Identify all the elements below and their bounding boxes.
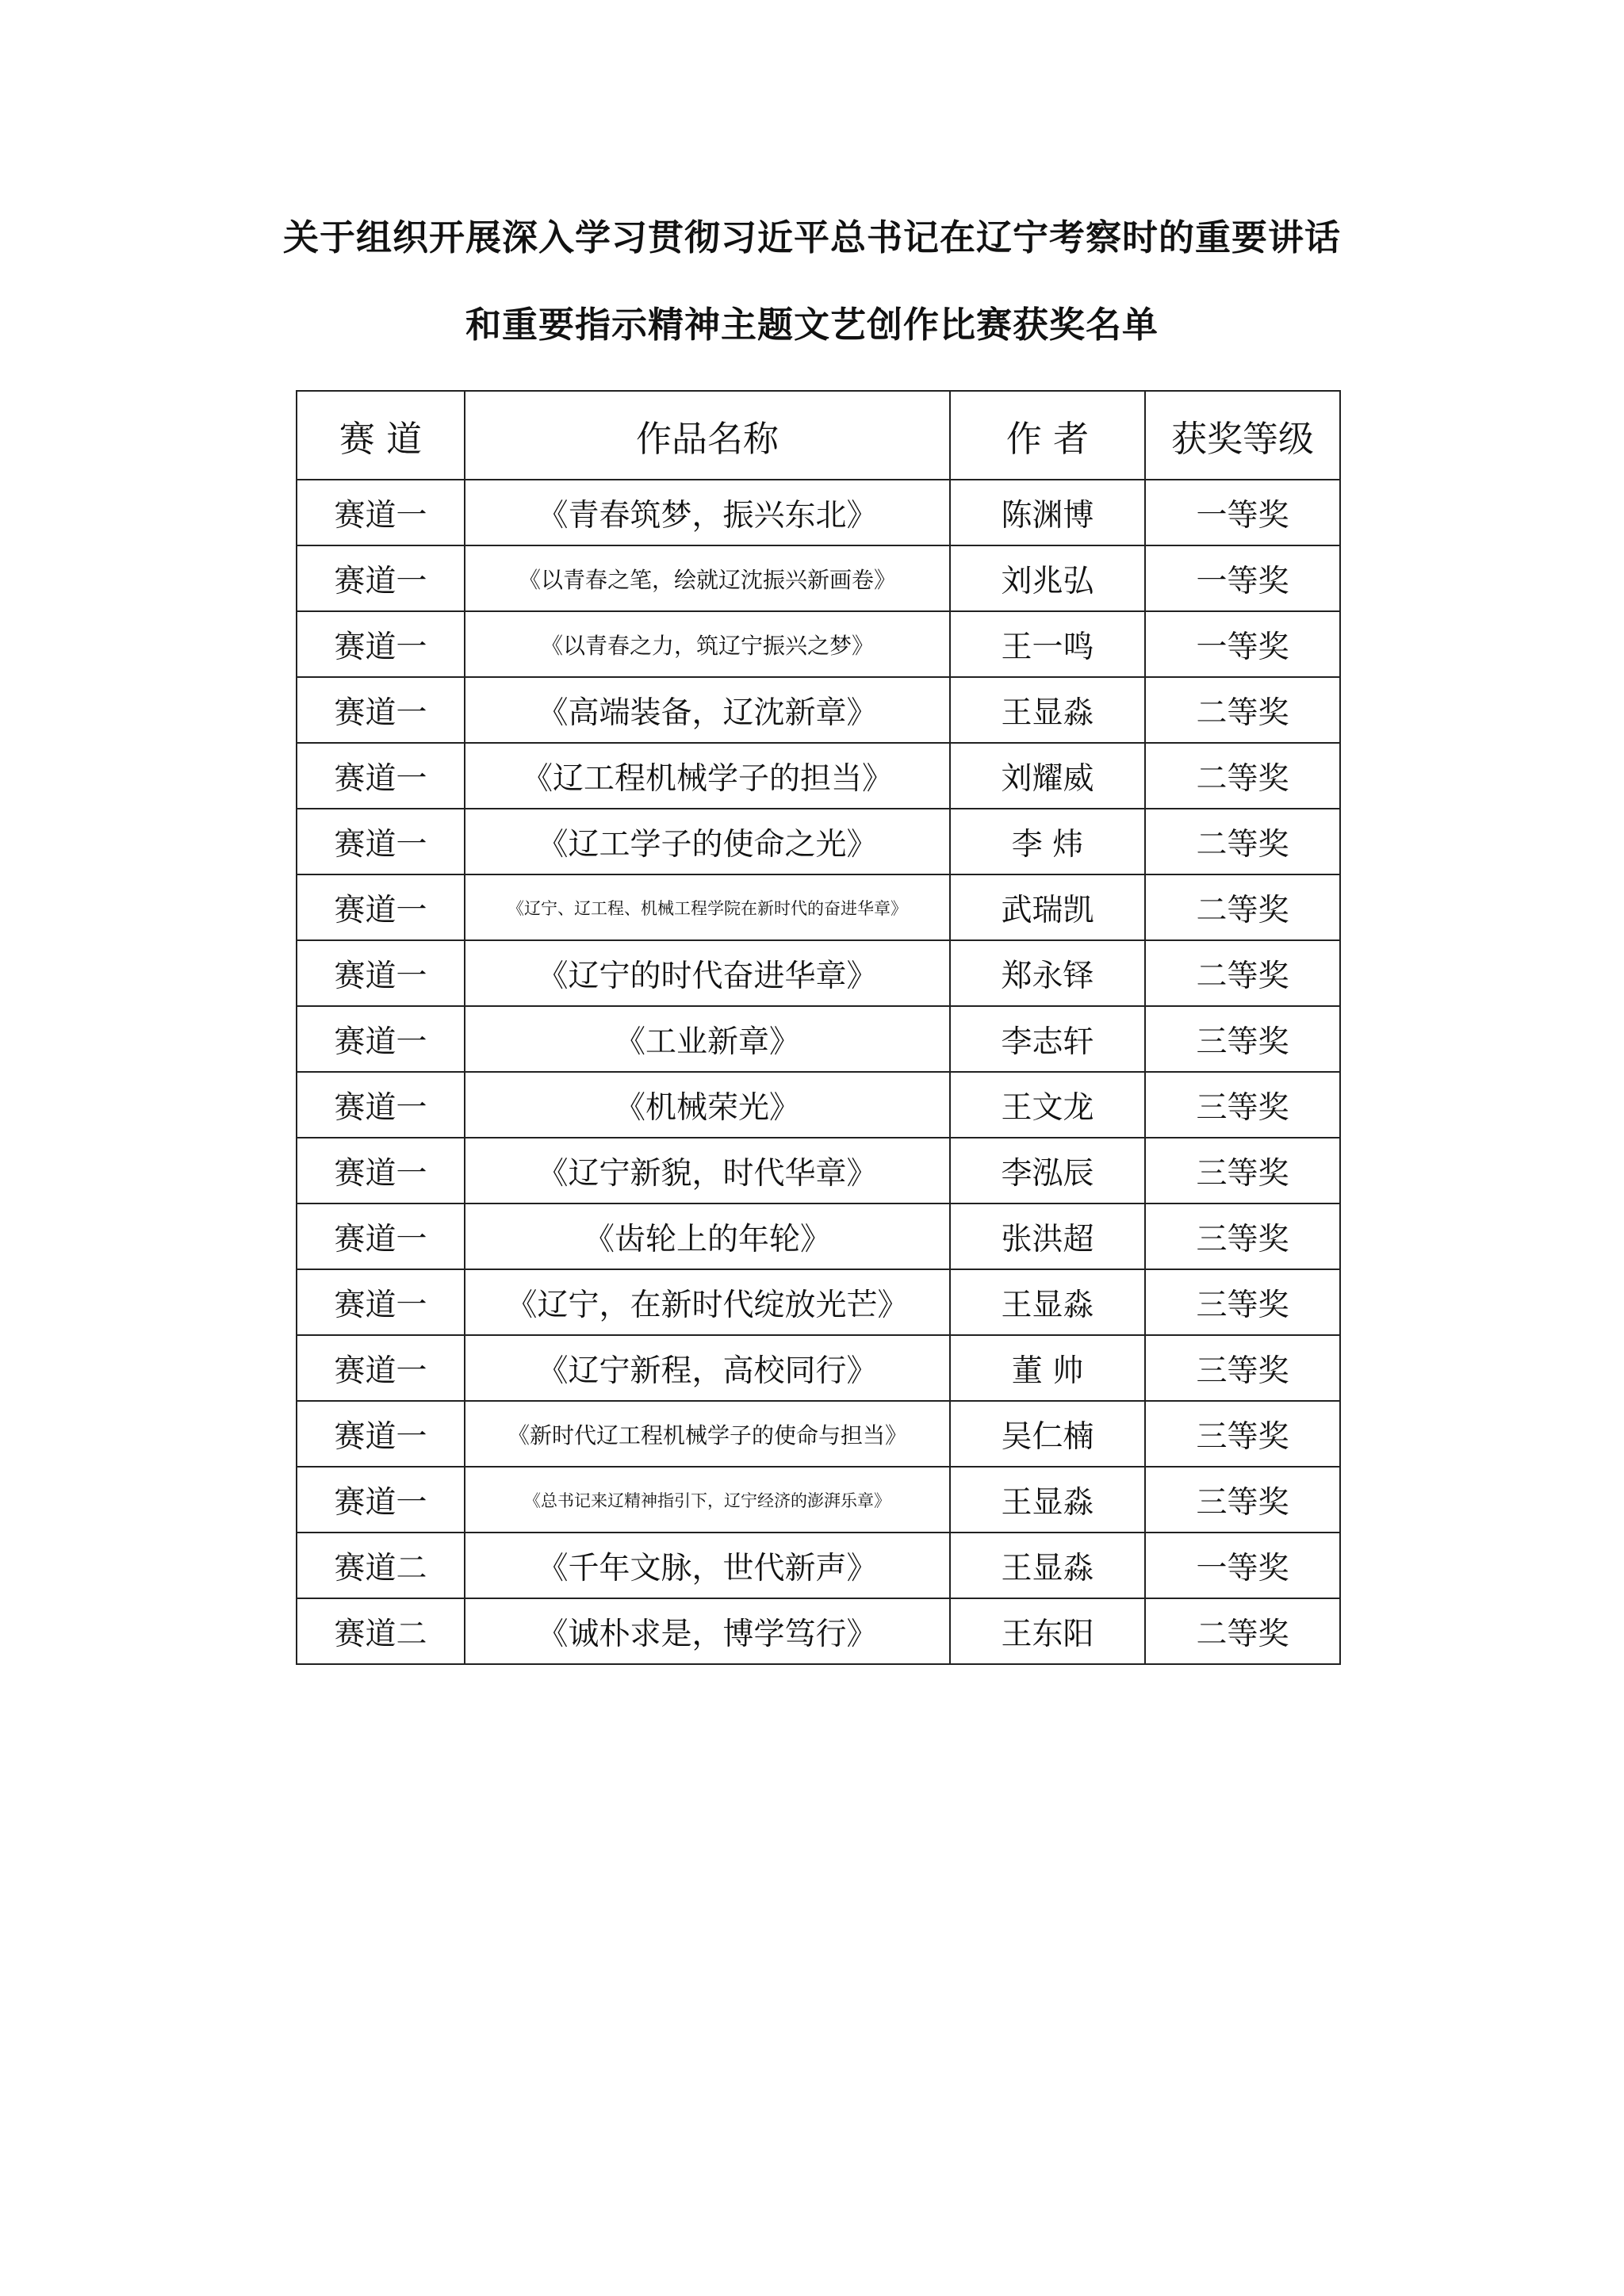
table-row [297, 1269, 1340, 1335]
author-cell: 王显淼 [950, 677, 1145, 743]
track-cell: 赛道一 [297, 677, 465, 743]
track-cell: 赛道一 [297, 940, 465, 1006]
track-cell: 赛道一 [297, 480, 465, 545]
author-cell: 刘兆弘 [950, 545, 1145, 611]
table-row [297, 940, 1340, 1006]
table-row [297, 611, 1340, 677]
table-row [297, 1138, 1340, 1203]
award-level-cell: 三等奖 [1145, 1072, 1340, 1138]
table-row [297, 1006, 1340, 1072]
award-level-cell: 三等奖 [1145, 1269, 1340, 1335]
award-level-cell: 三等奖 [1145, 1203, 1340, 1269]
table-row [297, 480, 1340, 545]
track-cell: 赛道一 [297, 1138, 465, 1203]
table-row [297, 874, 1340, 940]
author-cell: 张洪超 [950, 1203, 1145, 1269]
author-cell: 王显淼 [950, 1533, 1145, 1598]
award-level-cell: 二等奖 [1145, 743, 1340, 809]
author-cell: 李 炜 [950, 809, 1145, 874]
table-row [297, 743, 1340, 809]
track-cell: 赛道一 [297, 1269, 465, 1335]
author-cell: 王文龙 [950, 1072, 1145, 1138]
work-title-cell: 《齿轮上的年轮》 [465, 1203, 950, 1269]
author-cell: 吴仁楠 [950, 1401, 1145, 1467]
track-cell: 赛道一 [297, 611, 465, 677]
work-title-cell: 《千年文脉，世代新声》 [465, 1533, 950, 1598]
header-work-title: 作品名称 [465, 391, 950, 480]
track-cell: 赛道一 [297, 1467, 465, 1533]
table-row [297, 677, 1340, 743]
header-award-level: 获奖等级 [1145, 391, 1340, 480]
work-title-cell: 《以青春之笔，绘就辽沈振兴新画卷》 [465, 545, 950, 611]
page-title-line-1: 关于组织开展深入学习贯彻习近平总书记在辽宁考察时的重要讲话 [282, 216, 1341, 258]
award-level-cell: 二等奖 [1145, 677, 1340, 743]
page-title-line-2: 和重要指示精神主题文艺创作比赛获奖名单 [465, 304, 1159, 346]
track-cell: 赛道一 [297, 809, 465, 874]
author-cell: 王一鸣 [950, 611, 1145, 677]
work-title-cell: 《辽宁新程，高校同行》 [465, 1335, 950, 1401]
table-row [297, 1598, 1340, 1664]
track-cell: 赛道二 [297, 1598, 465, 1664]
award-level-cell: 一等奖 [1145, 480, 1340, 545]
work-title-cell: 《机械荣光》 [465, 1072, 950, 1138]
author-cell: 陈渊博 [950, 480, 1145, 545]
award-level-cell: 一等奖 [1145, 611, 1340, 677]
track-cell: 赛道一 [297, 874, 465, 940]
author-cell: 李志轩 [950, 1006, 1145, 1072]
award-level-cell: 三等奖 [1145, 1401, 1340, 1467]
work-title-cell: 《新时代辽工程机械学子的使命与担当》 [465, 1401, 950, 1467]
work-title-cell: 《辽工程机械学子的担当》 [465, 743, 950, 809]
table-row [297, 1335, 1340, 1401]
author-cell: 武瑞凯 [950, 874, 1145, 940]
work-title-cell: 《工业新章》 [465, 1006, 950, 1072]
author-cell: 王东阳 [950, 1598, 1145, 1664]
table-row [297, 1203, 1340, 1269]
track-cell: 赛道一 [297, 545, 465, 611]
table-row [297, 1401, 1340, 1467]
track-cell: 赛道二 [297, 1533, 465, 1598]
work-title-cell: 《辽宁新貌，时代华章》 [465, 1138, 950, 1203]
header-author: 作 者 [950, 391, 1145, 480]
track-cell: 赛道一 [297, 743, 465, 809]
author-cell: 王显淼 [950, 1269, 1145, 1335]
author-cell: 刘耀威 [950, 743, 1145, 809]
author-cell: 董 帅 [950, 1335, 1145, 1401]
award-level-cell: 三等奖 [1145, 1467, 1340, 1533]
award-level-cell: 一等奖 [1145, 545, 1340, 611]
table-row [297, 545, 1340, 611]
author-cell: 李泓辰 [950, 1138, 1145, 1203]
author-cell: 王显淼 [950, 1467, 1145, 1533]
track-cell: 赛道一 [297, 1335, 465, 1401]
table-row [297, 1467, 1340, 1533]
award-level-cell: 三等奖 [1145, 1006, 1340, 1072]
work-title-cell: 《高端装备，辽沈新章》 [465, 677, 950, 743]
work-title-cell: 《诚朴求是，博学笃行》 [465, 1598, 950, 1664]
table-header-row [297, 391, 1340, 480]
award-level-cell: 一等奖 [1145, 1533, 1340, 1598]
track-cell: 赛道一 [297, 1203, 465, 1269]
work-title-cell: 《辽宁，在新时代绽放光芒》 [465, 1269, 950, 1335]
award-table [296, 390, 1341, 1665]
work-title-cell: 《以青春之力，筑辽宁振兴之梦》 [465, 611, 950, 677]
header-track: 赛 道 [297, 391, 465, 480]
work-title-cell: 《辽宁、辽工程、机械工程学院在新时代的奋进华章》 [465, 874, 950, 940]
award-level-cell: 二等奖 [1145, 1598, 1340, 1664]
track-cell: 赛道一 [297, 1072, 465, 1138]
work-title-cell: 《辽宁的时代奋进华章》 [465, 940, 950, 1006]
author-cell: 郑永铎 [950, 940, 1145, 1006]
award-level-cell: 二等奖 [1145, 874, 1340, 940]
work-title-cell: 《辽工学子的使命之光》 [465, 809, 950, 874]
table-row [297, 1533, 1340, 1598]
work-title-cell: 《青春筑梦，振兴东北》 [465, 480, 950, 545]
table-row [297, 809, 1340, 874]
award-level-cell: 二等奖 [1145, 809, 1340, 874]
track-cell: 赛道一 [297, 1401, 465, 1467]
table-row [297, 1072, 1340, 1138]
track-cell: 赛道一 [297, 1006, 465, 1072]
award-level-cell: 三等奖 [1145, 1335, 1340, 1401]
award-level-cell: 三等奖 [1145, 1138, 1340, 1203]
work-title-cell: 《总书记来辽精神指引下，辽宁经济的澎湃乐章》 [465, 1467, 950, 1533]
award-level-cell: 二等奖 [1145, 940, 1340, 1006]
